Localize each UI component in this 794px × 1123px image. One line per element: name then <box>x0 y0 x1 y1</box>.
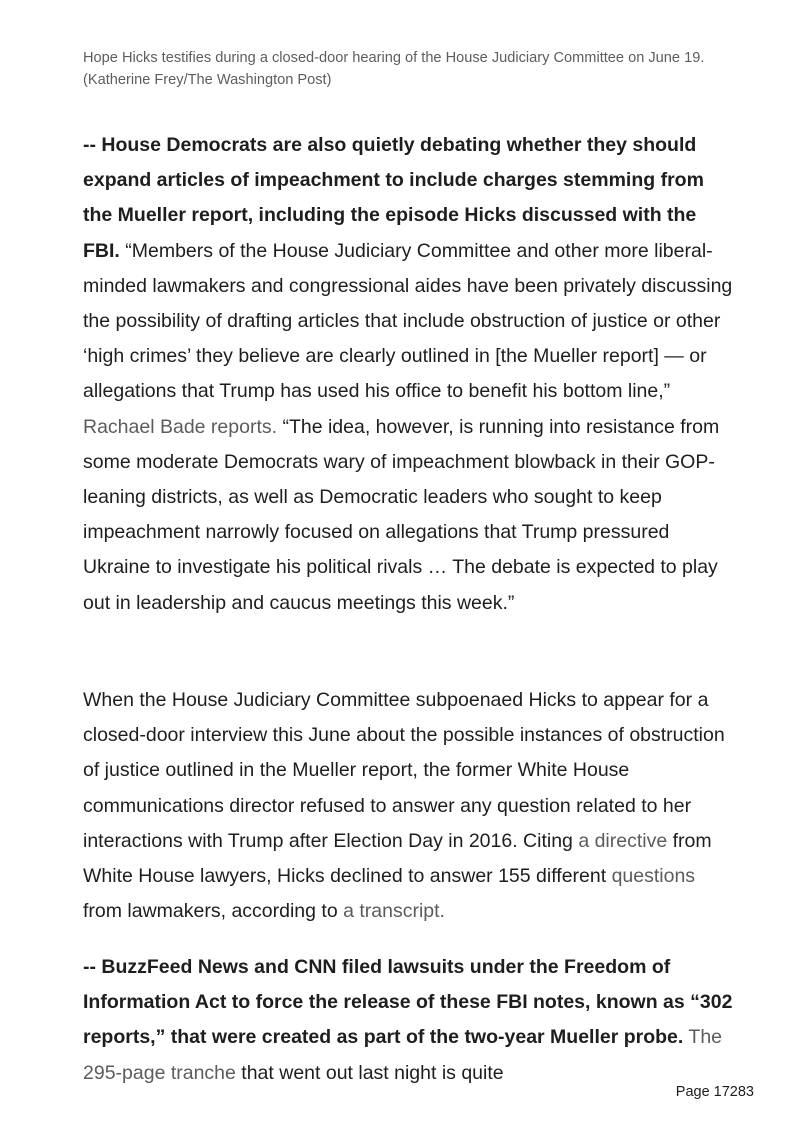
link-questions[interactable]: questions <box>611 865 696 888</box>
link-rachael-bade[interactable]: Rachael Bade reports. <box>83 415 278 438</box>
photo-caption: Hope Hicks testifies during a closed-door hearing of the House Judiciary Committee on June 19. (Katherine Frey/The Washington Post) <box>83 50 705 88</box>
body-text: “Members of the House Judiciary Committee and other more liberal-minded lawmakers and congressional aides have been privately discussing the possibility of drafting articles that include obstruction of justice or other ‘high crimes’ they believe are clearly outlined in [the Mueller report] — or allegations that Trump has used his office to benefit his bottom line,” <box>83 239 733 403</box>
paragraph-impeachment-articles <box>83 128 733 621</box>
link-295-page-tranche[interactable]: The 295-page tranche <box>83 1026 723 1084</box>
lead-in-bold: -- House Democrats are also quietly debating whether they should expand articles of impeachment to include charges stemming from the Mueller report, including the episode Hicks discussed with the FBI. <box>83 134 704 262</box>
body-text: from lawmakers, according to <box>83 900 344 923</box>
paragraph-hicks-subpoena <box>83 683 733 929</box>
body-text: “The idea, however, is running into resistance from some moderate Democrats wary of impeachment blowback in their GOP-leaning districts, as well as Democratic leaders who sought to keep impeachment narrowly focused on allegations that Trump pressured Ukraine to investigate his political rivals … The debate is expected to play out in leadership and caucus meetings this week.” <box>83 415 720 614</box>
page-number: Page 17283 <box>675 1084 754 1100</box>
link-directive[interactable]: a directive <box>578 829 668 852</box>
body-text: that went out last night is quite <box>235 1061 504 1084</box>
lead-in-bold: -- BuzzFeed News and CNN filed lawsuits under the Freedom of Information Act to force the release of these FBI notes, known as “302 reports,” that were created as part of the two-year Mueller probe. <box>83 956 733 1049</box>
link-transcript[interactable]: a transcript. <box>343 900 445 923</box>
body-text: When the House Judiciary Committee subpoenaed Hicks to appear for a closed-door interview this June about the possible instances of obstruction of justice outlined in the Mueller report, the former White House communications director refused to answer any question related to her interactions with Trump after Election Day in 2016. Citing <box>83 689 725 852</box>
paragraph-foia-lawsuits <box>83 950 733 1091</box>
body-text: from White House lawyers, Hicks declined to answer 155 different <box>83 829 712 888</box>
